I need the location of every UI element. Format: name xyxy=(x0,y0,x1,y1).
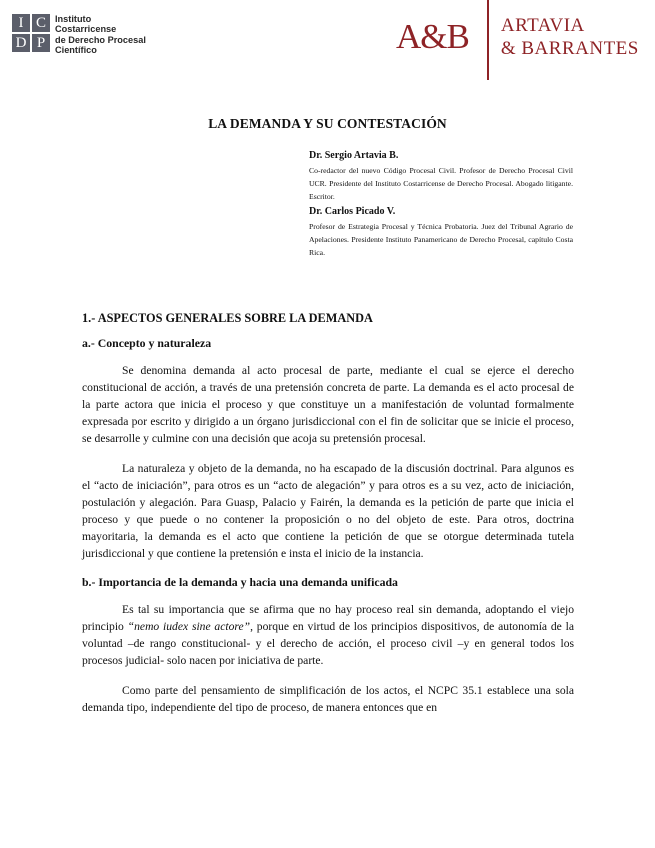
icdp-line: Instituto xyxy=(55,14,92,24)
icdp-letter: D xyxy=(12,34,30,52)
document-title: LA DEMANDA Y SU CONTESTACIÓN xyxy=(208,116,447,131)
subsection-heading: b.- Importancia de la demanda y hacia una demanda unificada xyxy=(82,575,398,589)
latin-phrase: “nemo iudex sine actore” xyxy=(127,620,251,633)
paragraph xyxy=(82,601,574,669)
icdp-line: Científico xyxy=(55,45,97,56)
icdp-line: Costarricense xyxy=(55,24,117,35)
author-name: Dr. Carlos Picado V. xyxy=(309,206,396,217)
icdp-logo-mark xyxy=(12,14,50,52)
firm-name xyxy=(501,14,639,60)
icdp-institute-name xyxy=(55,14,146,56)
paragraph: Como parte del pensamiento de simplificación de los actos, el NCPC 35.1 establece una sola demanda tipo, independiente del tipo de proceso, de manera entonces que en xyxy=(82,684,574,714)
icdp-logo xyxy=(12,14,146,56)
section-heading: 1.- ASPECTOS GENERALES SOBRE LA DEMANDA xyxy=(82,311,373,325)
firm-name-line: & BARRANTES xyxy=(500,38,639,59)
document-body xyxy=(82,311,574,729)
icdp-letter: P xyxy=(32,34,50,52)
paragraph: La naturaleza y objeto de la demanda, no ha escapado de la discusión doctrinal. Para algunos es el “acto de iniciación”, para otros es un “acto de alegación” y para otros es a su vez, acto de iniciación, postulación y alegación. Para Guasp, Palacio y Fairén, la demanda es la petición de parte que inicia el proceso y que puede o no contener la proposición o no del objeto de este. Para otros, doctrina mayoritaria, la demanda es el acto que contiene la petición de que se otorgue determinada tutela jurisdiccional y que contiene la pretensión e insta el inicio de la instancia. xyxy=(82,462,574,560)
icdp-line: de Derecho Procesal xyxy=(55,34,146,45)
paragraph: Se denomina demanda al acto procesal de parte, mediante el cual se ejerce el derecho constitucional de acción, a través de una pretensión concreta de parte. La demanda es el acto procesal de la parte actora que inicia el proceso y que constituye un a manifestación de voluntad formalmente expresada por escrito y dirigido a un órgano jurisdiccional con el fin de solicitar que se inicie el proceso, se desarrolle y culmine con una decisión que acoja su pretensión procesal. xyxy=(82,364,574,445)
ab-monogram: A&B xyxy=(396,17,469,56)
author-description: Co-redactor del nuevo Código Procesal Civil. Profesor de Derecho Procesal Civil UCR. Presidente del Instituto Costarricense de Derecho Procesal. Abogado litigante. Escritor. xyxy=(309,166,573,201)
author-name: Dr. Sergio Artavia B. xyxy=(309,150,399,161)
logo-divider xyxy=(487,0,489,80)
paragraph-text: Es tal su importancia que se afirma que no hay proceso real sin demanda, adoptando el viejo principio xyxy=(82,603,574,633)
authors-block xyxy=(309,150,573,262)
firm-name-line: ARTAVIA xyxy=(500,15,585,36)
author-description: Profesor de Estrategia Procesal y Técnica Probatoria. Juez del Tribunal Agrario de Apelaciones. Presidente Instituto Panamericano de Derecho Procesal, capítulo Costa Rica. xyxy=(309,222,573,257)
artavia-barrantes-logo xyxy=(396,0,639,84)
subsection-heading: a.- Concepto y naturaleza xyxy=(82,336,212,350)
icdp-letter: I xyxy=(12,14,30,32)
icdp-letter: C xyxy=(32,14,50,32)
paragraph-text: , porque en virtud de los principios dispositivos, de autonomía de la voluntad –de rango constitucional- y el derecho de acción, el proceso civil –y en general todos los procesos judicial- solo nacen por iniciativa de parte. xyxy=(82,620,574,667)
